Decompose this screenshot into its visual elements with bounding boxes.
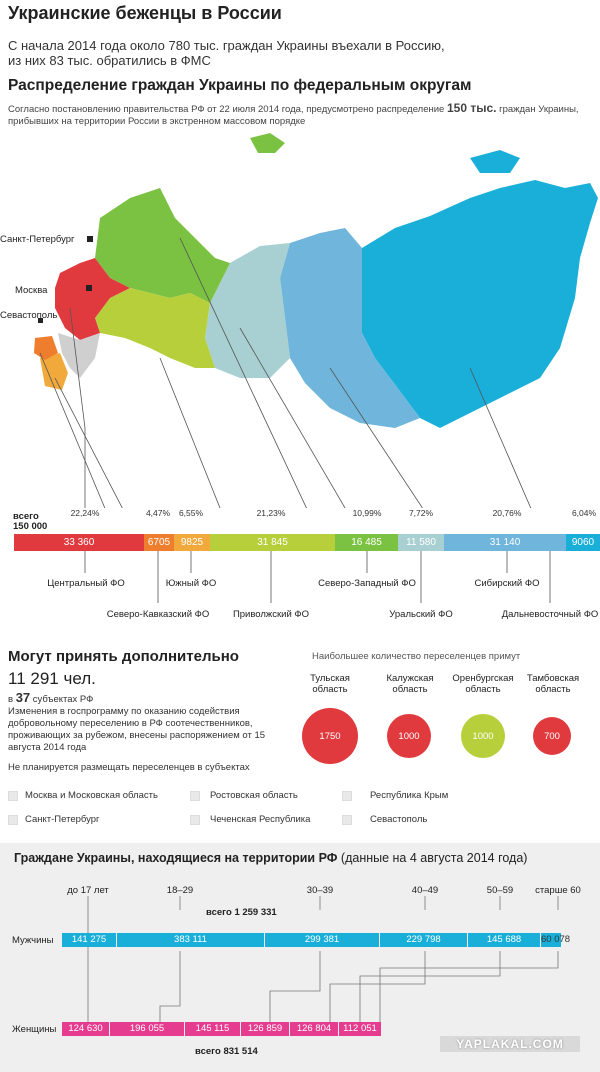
- citizens-heading: [14, 851, 527, 865]
- region-checkbox: [8, 815, 18, 825]
- region-checkbox: [342, 791, 352, 801]
- circle-tula: 1750: [302, 708, 358, 764]
- oblast-orenburg-name: Оренбургская: [452, 673, 514, 684]
- pct-central: 22,24%: [70, 508, 100, 518]
- seg-central: 33 360: [14, 534, 144, 551]
- region-checkbox: [190, 815, 200, 825]
- region-sevastopol: Севастополь: [370, 814, 428, 825]
- seg-volga: 31 845: [210, 534, 335, 551]
- total-word: всего: [13, 511, 39, 522]
- age-5: старше 60: [535, 885, 581, 896]
- distribution-heading: Распределение граждан Украины по федеральным округам: [8, 77, 472, 94]
- district-northwest: Северо-Западный ФО: [318, 578, 416, 589]
- seg-siberia: 31 140: [444, 534, 566, 551]
- lead-text: С начала 2014 года около 780 тыс. граждан Украины въехали в Россию, из них 83 тыс. обратились в ФМС: [8, 38, 445, 68]
- total-label: [13, 512, 47, 532]
- note-amount: 150 тыс.: [446, 101, 497, 115]
- women-bar-0: 124 630: [62, 1022, 109, 1036]
- men-label: Мужчины: [12, 935, 54, 946]
- subjects-line: [8, 692, 93, 706]
- oblast-tambov: [527, 673, 579, 695]
- note-after: граждан Украины, прибывших на территории России в экстренном массовом порядке: [8, 104, 579, 127]
- district-fareast: Дальневосточный ФО: [501, 609, 599, 620]
- women-total: всего 831 514: [195, 1046, 258, 1057]
- oblast-tula-name: Тульская: [310, 673, 350, 684]
- oblast-kaluga: [386, 673, 433, 695]
- age-4: 50–59: [486, 885, 514, 896]
- oblast-tambov-name: Тамбовская: [526, 673, 580, 684]
- in-label: в: [8, 694, 14, 705]
- city-spb: Санкт-Петербург: [0, 234, 75, 245]
- district-south: Южный ФО: [165, 578, 217, 589]
- oblast-tula: [310, 673, 350, 695]
- age-connectors: [0, 896, 600, 1026]
- pct-siberia: 20,76%: [492, 508, 522, 518]
- additional-big-value: 11 291 чел.: [8, 669, 96, 688]
- oblast-orenburg-suffix: область: [465, 684, 501, 695]
- men-total: всего 1 259 331: [206, 907, 277, 918]
- citizens-heading-bold: Граждане Украины, находящиеся на территории РФ: [14, 851, 338, 865]
- volga-region: [95, 288, 215, 368]
- citizens-heading-date: (данные на 4 августа 2014 года): [340, 851, 528, 865]
- men-bar-4: 145 688: [468, 933, 540, 947]
- seg-ural: 11 580: [398, 534, 444, 551]
- watermark-logo: YAPLAKAL.COM: [440, 1036, 580, 1052]
- region-checkbox: [342, 815, 352, 825]
- pct-south: 6,55%: [178, 508, 204, 518]
- far-east-island: [470, 150, 520, 173]
- pct-fareast: 6,04%: [571, 508, 597, 518]
- district-north-caucasus: Северо-Кавказский ФО: [106, 609, 210, 620]
- region-chechnya: Чеченская Республика: [210, 814, 311, 825]
- region-spb: Санкт-Петербург: [25, 814, 100, 825]
- city-sevastopol: Севастополь: [0, 310, 58, 321]
- spb-marker: [87, 236, 93, 242]
- total-number: 150 000: [13, 521, 48, 532]
- age-1: 18–29: [166, 885, 194, 896]
- distribution-note: [8, 102, 593, 128]
- seg-south: 9825: [174, 534, 210, 551]
- pct-north-caucasus: 4,47%: [145, 508, 171, 518]
- women-bar-2: 145 115: [185, 1022, 240, 1036]
- region-checkbox: [8, 791, 18, 801]
- region-moscow: Москва и Московская область: [25, 790, 158, 801]
- men-bar-1: 383 111: [117, 933, 264, 947]
- women-label: Женщины: [12, 1024, 57, 1035]
- not-planned-label: Не планируется размещать переселенцев в субъектах: [8, 762, 250, 773]
- subjects-text: субъектах РФ: [32, 694, 94, 705]
- pct-ural: 7,72%: [408, 508, 434, 518]
- pct-northwest: 10,99%: [352, 508, 382, 518]
- russia-map: [0, 128, 600, 508]
- circle-tambov: 700: [533, 717, 571, 755]
- men-bar-5: 60 078: [541, 934, 571, 945]
- women-bar-3: 126 859: [241, 1022, 289, 1036]
- note-before: Согласно постановлению правительства РФ от 22 июля 2014 года, предусмотрено распределение: [8, 104, 445, 115]
- seg-north-caucasus: 6705: [144, 534, 174, 551]
- women-bar-5: 112 051: [339, 1022, 381, 1036]
- men-bar-3: 229 798: [380, 933, 467, 947]
- region-crimea: Республика Крым: [370, 790, 449, 801]
- most-label: Наибольшее количество переселенцев примут: [312, 651, 521, 662]
- seg-fareast: 9060: [566, 534, 600, 551]
- age-0: до 17 лет: [67, 885, 109, 896]
- district-central: Центральный ФО: [47, 578, 125, 589]
- additional-heading: Могут принять дополнительно: [8, 648, 239, 665]
- moscow-marker: [86, 285, 92, 291]
- region-rostov: Ростовская область: [210, 790, 298, 801]
- district-volga: Приволжский ФО: [232, 609, 310, 620]
- circle-kaluga: 1000: [387, 714, 431, 758]
- age-2: 30–39: [306, 885, 334, 896]
- district-siberia: Сибирский ФО: [474, 578, 540, 589]
- region-checkbox: [190, 791, 200, 801]
- men-bar-2: 299 381: [265, 933, 379, 947]
- seg-northwest: 16 485: [335, 534, 398, 551]
- northwest-island: [250, 133, 285, 153]
- oblast-kaluga-name: Калужская: [386, 673, 434, 684]
- pct-volga: 21,23%: [256, 508, 286, 518]
- district-ural: Уральский ФО: [389, 609, 453, 620]
- oblast-tula-suffix: область: [312, 684, 348, 695]
- women-bar-1: 196 055: [110, 1022, 184, 1036]
- subjects-count: 37: [15, 690, 31, 705]
- oblast-tambov-suffix: область: [535, 684, 571, 695]
- age-3: 40–49: [411, 885, 439, 896]
- city-moscow: Москва: [15, 285, 48, 296]
- men-bar-0: 141 275: [62, 933, 116, 947]
- oblast-kaluga-suffix: область: [392, 684, 428, 695]
- circle-orenburg: 1000: [461, 714, 505, 758]
- additional-description: Изменения в госпрограмму по оказанию содействия добровольному переселению в РФ соотечественников, проживающих за рубежом, внесены распоряжением от 15 августа 2014 года: [8, 706, 266, 753]
- page-title: Украинские беженцы в России: [8, 3, 282, 23]
- oblast-orenburg: [452, 673, 513, 695]
- women-bar-4: 126 804: [290, 1022, 338, 1036]
